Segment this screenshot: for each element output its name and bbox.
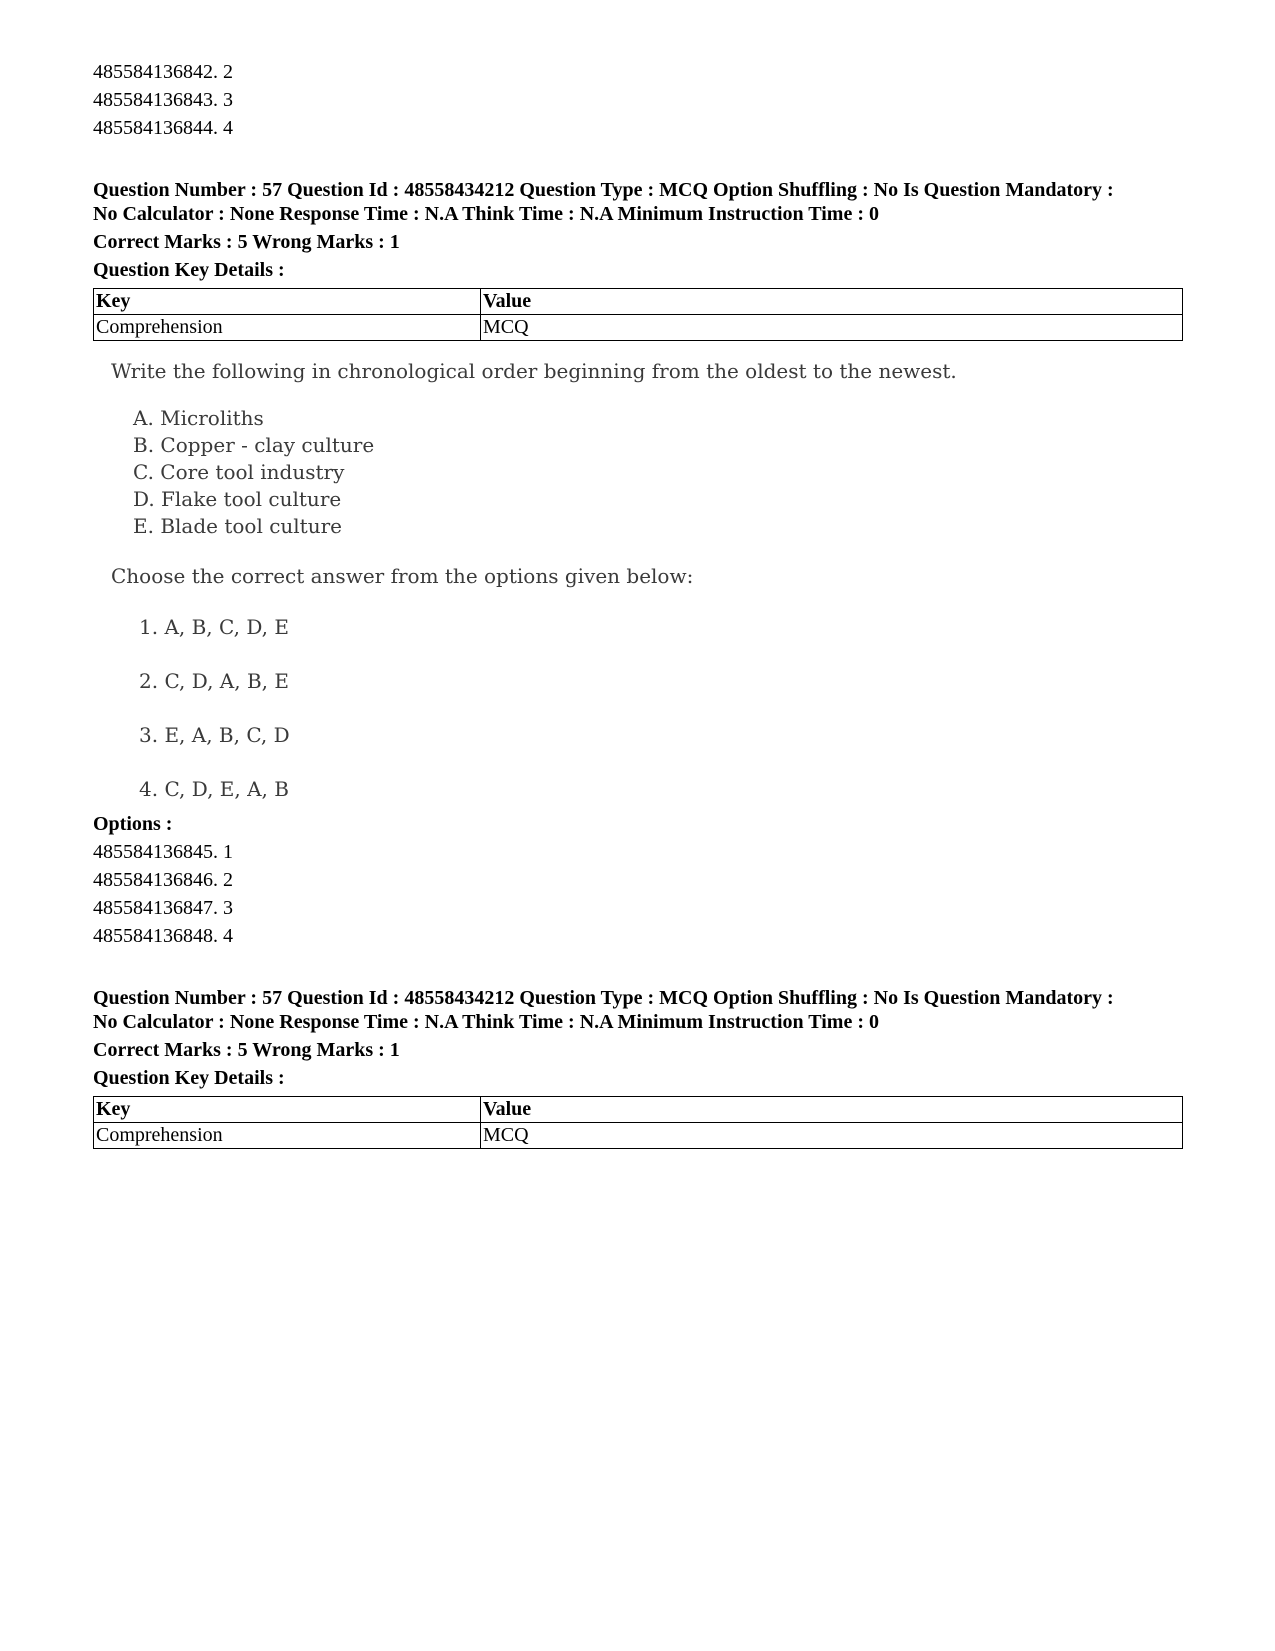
answer-choice: 1. A, B, C, D, E	[139, 615, 289, 639]
document-page	[93, 58, 1183, 1149]
option-line: 485584136848. 4	[93, 925, 233, 947]
answer-choices-list	[139, 612, 1183, 810]
list-item: D. Flake tool culture	[133, 487, 342, 511]
question-header-line-2: No Calculator : None Response Time : N.A Think Time : N.A Minimum Instruction Time : 0	[93, 1011, 879, 1033]
answer-choice: 3. E, A, B, C, D	[139, 723, 290, 747]
list-item: A. Microliths	[133, 406, 264, 430]
question-block-57-repeat	[93, 986, 1183, 1149]
table-row	[94, 1123, 1183, 1149]
option-line: 485584136847. 3	[93, 897, 233, 919]
previous-options-list	[93, 58, 1183, 142]
question-image	[111, 341, 1183, 810]
question-prompt: Write the following in chronological order beginning from the oldest to the newest.	[111, 359, 957, 383]
options-list	[93, 838, 1183, 950]
option-line: 485584136846. 2	[93, 869, 233, 891]
table-header-row	[94, 289, 1183, 315]
key-details-label: Question Key Details :	[93, 259, 285, 281]
options-label: Options :	[93, 813, 173, 835]
value-header-cell: Value	[481, 289, 1183, 315]
answer-choice: 2. C, D, A, B, E	[139, 669, 289, 693]
option-line: 485584136845. 1	[93, 841, 233, 863]
list-item: C. Core tool industry	[133, 460, 345, 484]
marks-line: Correct Marks : 5 Wrong Marks : 1	[93, 1039, 400, 1061]
question-key-table	[93, 1096, 1183, 1149]
question-header-line-1: Question Number : 57 Question Id : 48558434212 Question Type : MCQ Option Shuffling : No Is Question Mandatory :	[93, 987, 1114, 1009]
value-cell: MCQ	[481, 315, 1183, 341]
option-line: 485584136844. 4	[93, 117, 233, 139]
question-items-list	[133, 405, 1183, 540]
question-key-table	[93, 288, 1183, 341]
option-line: 485584136843. 3	[93, 89, 233, 111]
list-item: B. Copper - clay culture	[133, 433, 375, 457]
question-header-line-1: Question Number : 57 Question Id : 48558434212 Question Type : MCQ Option Shuffling : No Is Question Mandatory :	[93, 179, 1114, 201]
key-cell: Comprehension	[94, 1123, 481, 1149]
marks-line: Correct Marks : 5 Wrong Marks : 1	[93, 231, 400, 253]
key-details-label: Question Key Details :	[93, 1067, 285, 1089]
value-header-cell: Value	[481, 1097, 1183, 1123]
key-header-cell: Key	[94, 1097, 481, 1123]
choose-instruction: Choose the correct answer from the options given below:	[111, 564, 694, 588]
key-header-cell: Key	[94, 289, 481, 315]
table-row	[94, 315, 1183, 341]
question-header-line-2: No Calculator : None Response Time : N.A Think Time : N.A Minimum Instruction Time : 0	[93, 203, 879, 225]
option-line: 485584136842. 2	[93, 61, 233, 83]
question-block-57	[93, 178, 1183, 950]
key-cell: Comprehension	[94, 315, 481, 341]
answer-choice: 4. C, D, E, A, B	[139, 777, 289, 801]
value-cell: MCQ	[481, 1123, 1183, 1149]
list-item: E. Blade tool culture	[133, 514, 342, 538]
table-header-row	[94, 1097, 1183, 1123]
